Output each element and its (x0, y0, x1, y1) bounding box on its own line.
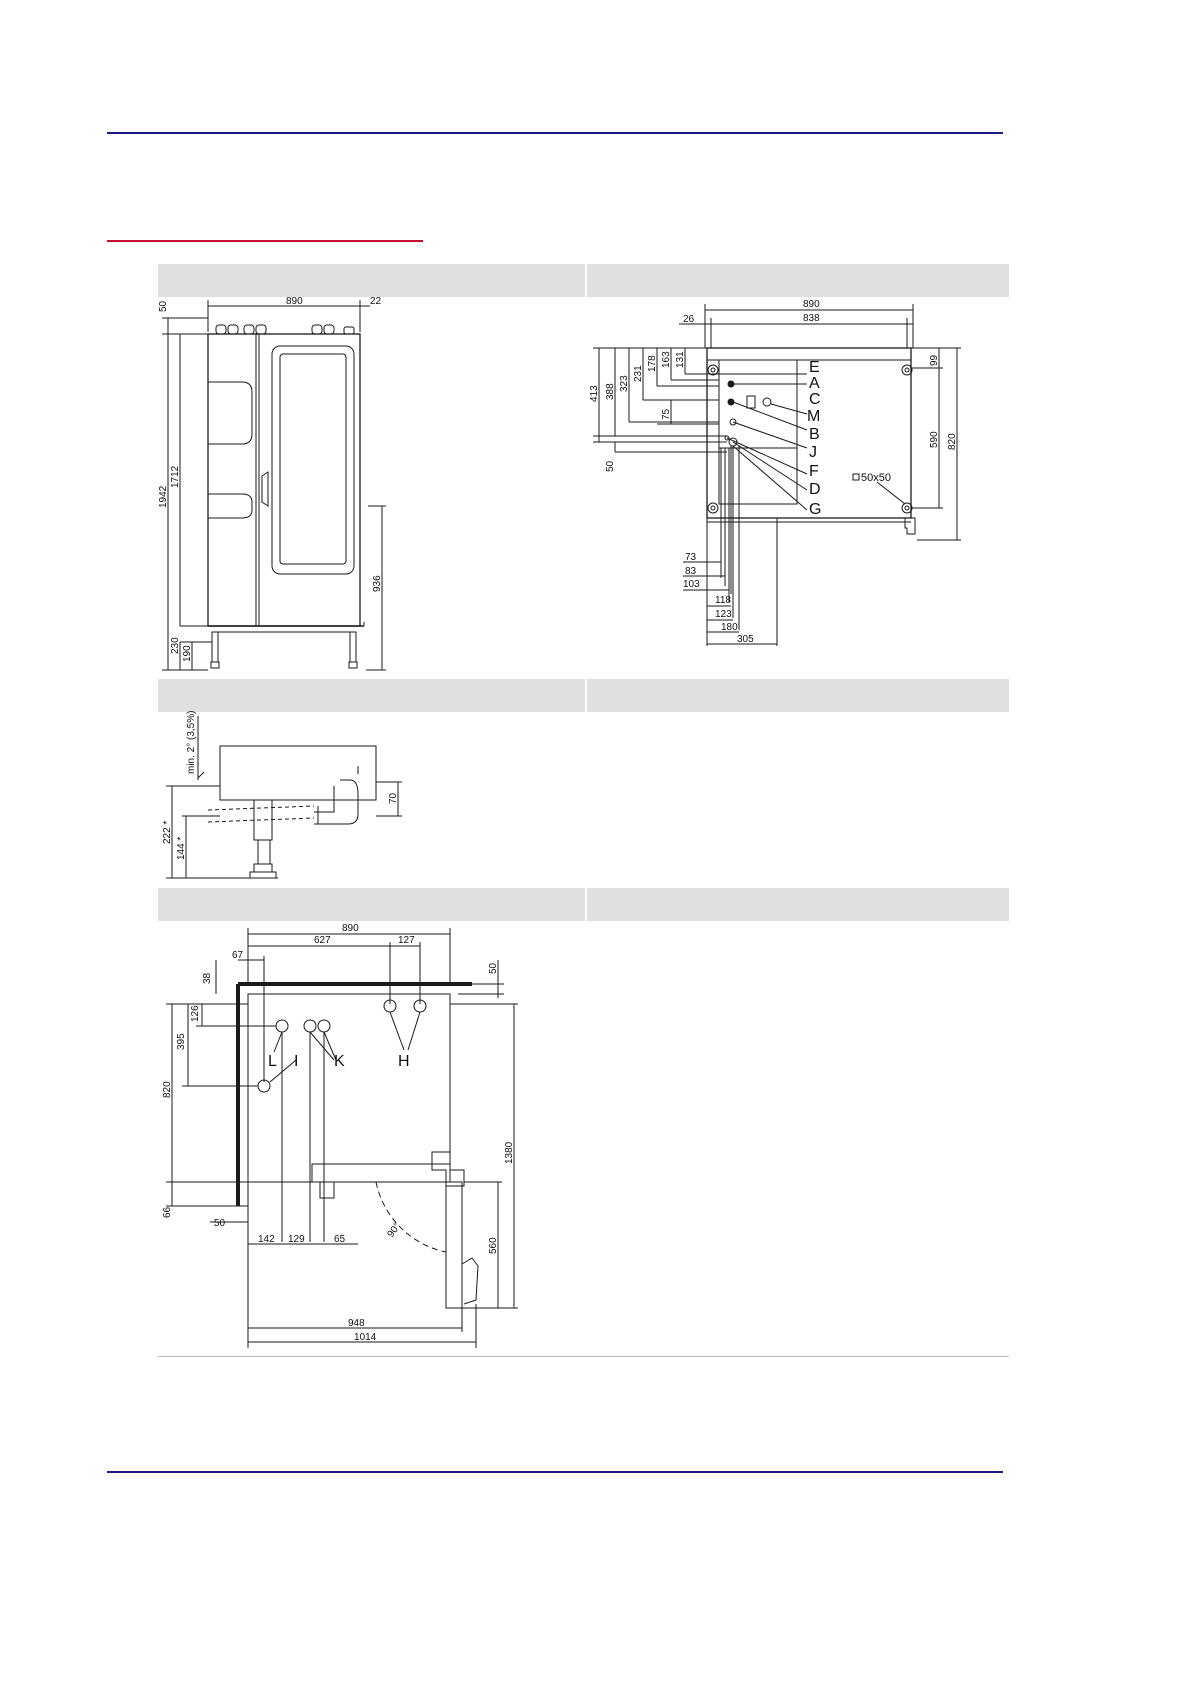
dim-side-70: 70 (388, 792, 399, 804)
band-empty-2 (587, 888, 1009, 921)
dim-plan-560: 560 (488, 1237, 499, 1254)
dim-r-590: 590 (929, 431, 940, 448)
dim-plan-127: 127 (398, 935, 415, 946)
dim-b-123: 123 (715, 609, 732, 620)
dim-plan-38: 38 (202, 972, 213, 984)
dim-v-50: 50 (605, 460, 616, 472)
dim-front-leg-min: 190 (182, 645, 193, 662)
dim-r-99: 99 (929, 354, 940, 366)
top-view-drawing (587, 296, 967, 648)
front-view-drawing (158, 296, 388, 676)
dim-plan-1380: 1380 (504, 1141, 515, 1164)
dim-b-180: 180 (721, 622, 738, 633)
dim-side-222: 222 * (162, 820, 173, 844)
dim-b-103: 103 (683, 579, 700, 590)
band-empty-1 (587, 679, 1009, 712)
label-K: K (334, 1053, 345, 1070)
dim-plan-width: 890 (342, 923, 359, 934)
dim-v-75: 75 (661, 408, 672, 420)
dim-plan-50b: 50 (214, 1218, 226, 1229)
dim-side-144: 144 * (176, 836, 187, 860)
dim-plan-65: 65 (334, 1234, 346, 1245)
dim-front-width: 890 (286, 296, 303, 307)
dim-front-top-gap: 50 (158, 300, 169, 312)
dim-v-388: 388 (605, 383, 616, 400)
dim-v-178: 178 (647, 355, 658, 372)
dim-b-73: 73 (685, 552, 697, 563)
label-I: I (294, 1053, 299, 1070)
dim-front-leg-total: 230 (170, 637, 181, 654)
dim-v-323: 323 (619, 375, 630, 392)
dim-plan-66: 66 (162, 1206, 173, 1218)
dim-plan-142: 142 (258, 1234, 275, 1245)
section-title-rule (107, 240, 423, 242)
dim-b-83: 83 (685, 566, 697, 577)
label-C: C (809, 391, 821, 408)
footer-rule (107, 1471, 1003, 1473)
dim-top-left-offset: 26 (683, 314, 695, 325)
dim-v-163: 163 (661, 351, 672, 368)
band-side-view (158, 679, 585, 712)
dim-front-body-height: 1712 (170, 465, 181, 488)
label-G: G (809, 501, 822, 518)
dim-front-handle-height: 936 (372, 575, 383, 592)
band-front-view (158, 264, 585, 297)
label-E: E (809, 359, 820, 376)
dim-plan-395: 395 (176, 1033, 187, 1050)
dim-v-413: 413 (589, 385, 600, 402)
dim-plan-50: 50 (488, 962, 499, 974)
dim-plan-67: 67 (232, 950, 244, 961)
header-rule (107, 132, 1003, 134)
dim-r-820: 820 (947, 433, 958, 450)
dim-v-131: 131 (675, 351, 686, 368)
dim-top-width: 890 (803, 299, 820, 310)
dim-front-total-height: 1942 (158, 485, 169, 508)
dim-plan-angle: 90° (385, 1221, 404, 1240)
side-view-drawing (158, 712, 408, 884)
dim-plan-820: 820 (162, 1081, 173, 1098)
dim-v-231: 231 (633, 365, 644, 382)
dim-plan-126: 126 (190, 1005, 201, 1022)
label-B: B (809, 426, 820, 443)
table-bottom-rule (158, 1356, 1009, 1357)
label-foot-size: 50x50 (861, 472, 891, 484)
plan-view-drawing (158, 920, 528, 1352)
label-D: D (809, 481, 821, 498)
label-F: F (809, 463, 819, 480)
dim-front-handle: 22 (370, 296, 382, 307)
side-slope-label: min. 2° (3,5%) (186, 710, 197, 774)
dim-plan-1014: 1014 (354, 1332, 377, 1343)
band-top-view (587, 264, 1009, 297)
dim-plan-129: 129 (288, 1234, 305, 1245)
label-A: A (809, 375, 820, 392)
label-J: J (809, 444, 817, 461)
dim-b-305: 305 (737, 634, 754, 645)
label-H: H (398, 1053, 410, 1070)
dim-b-118: 118 (715, 595, 731, 606)
label-L: L (268, 1053, 277, 1070)
dim-plan-627: 627 (314, 935, 331, 946)
label-M: M (807, 408, 821, 425)
dim-plan-948: 948 (348, 1318, 365, 1329)
band-plan-view (158, 888, 585, 921)
dim-top-inner-width: 838 (803, 313, 820, 324)
